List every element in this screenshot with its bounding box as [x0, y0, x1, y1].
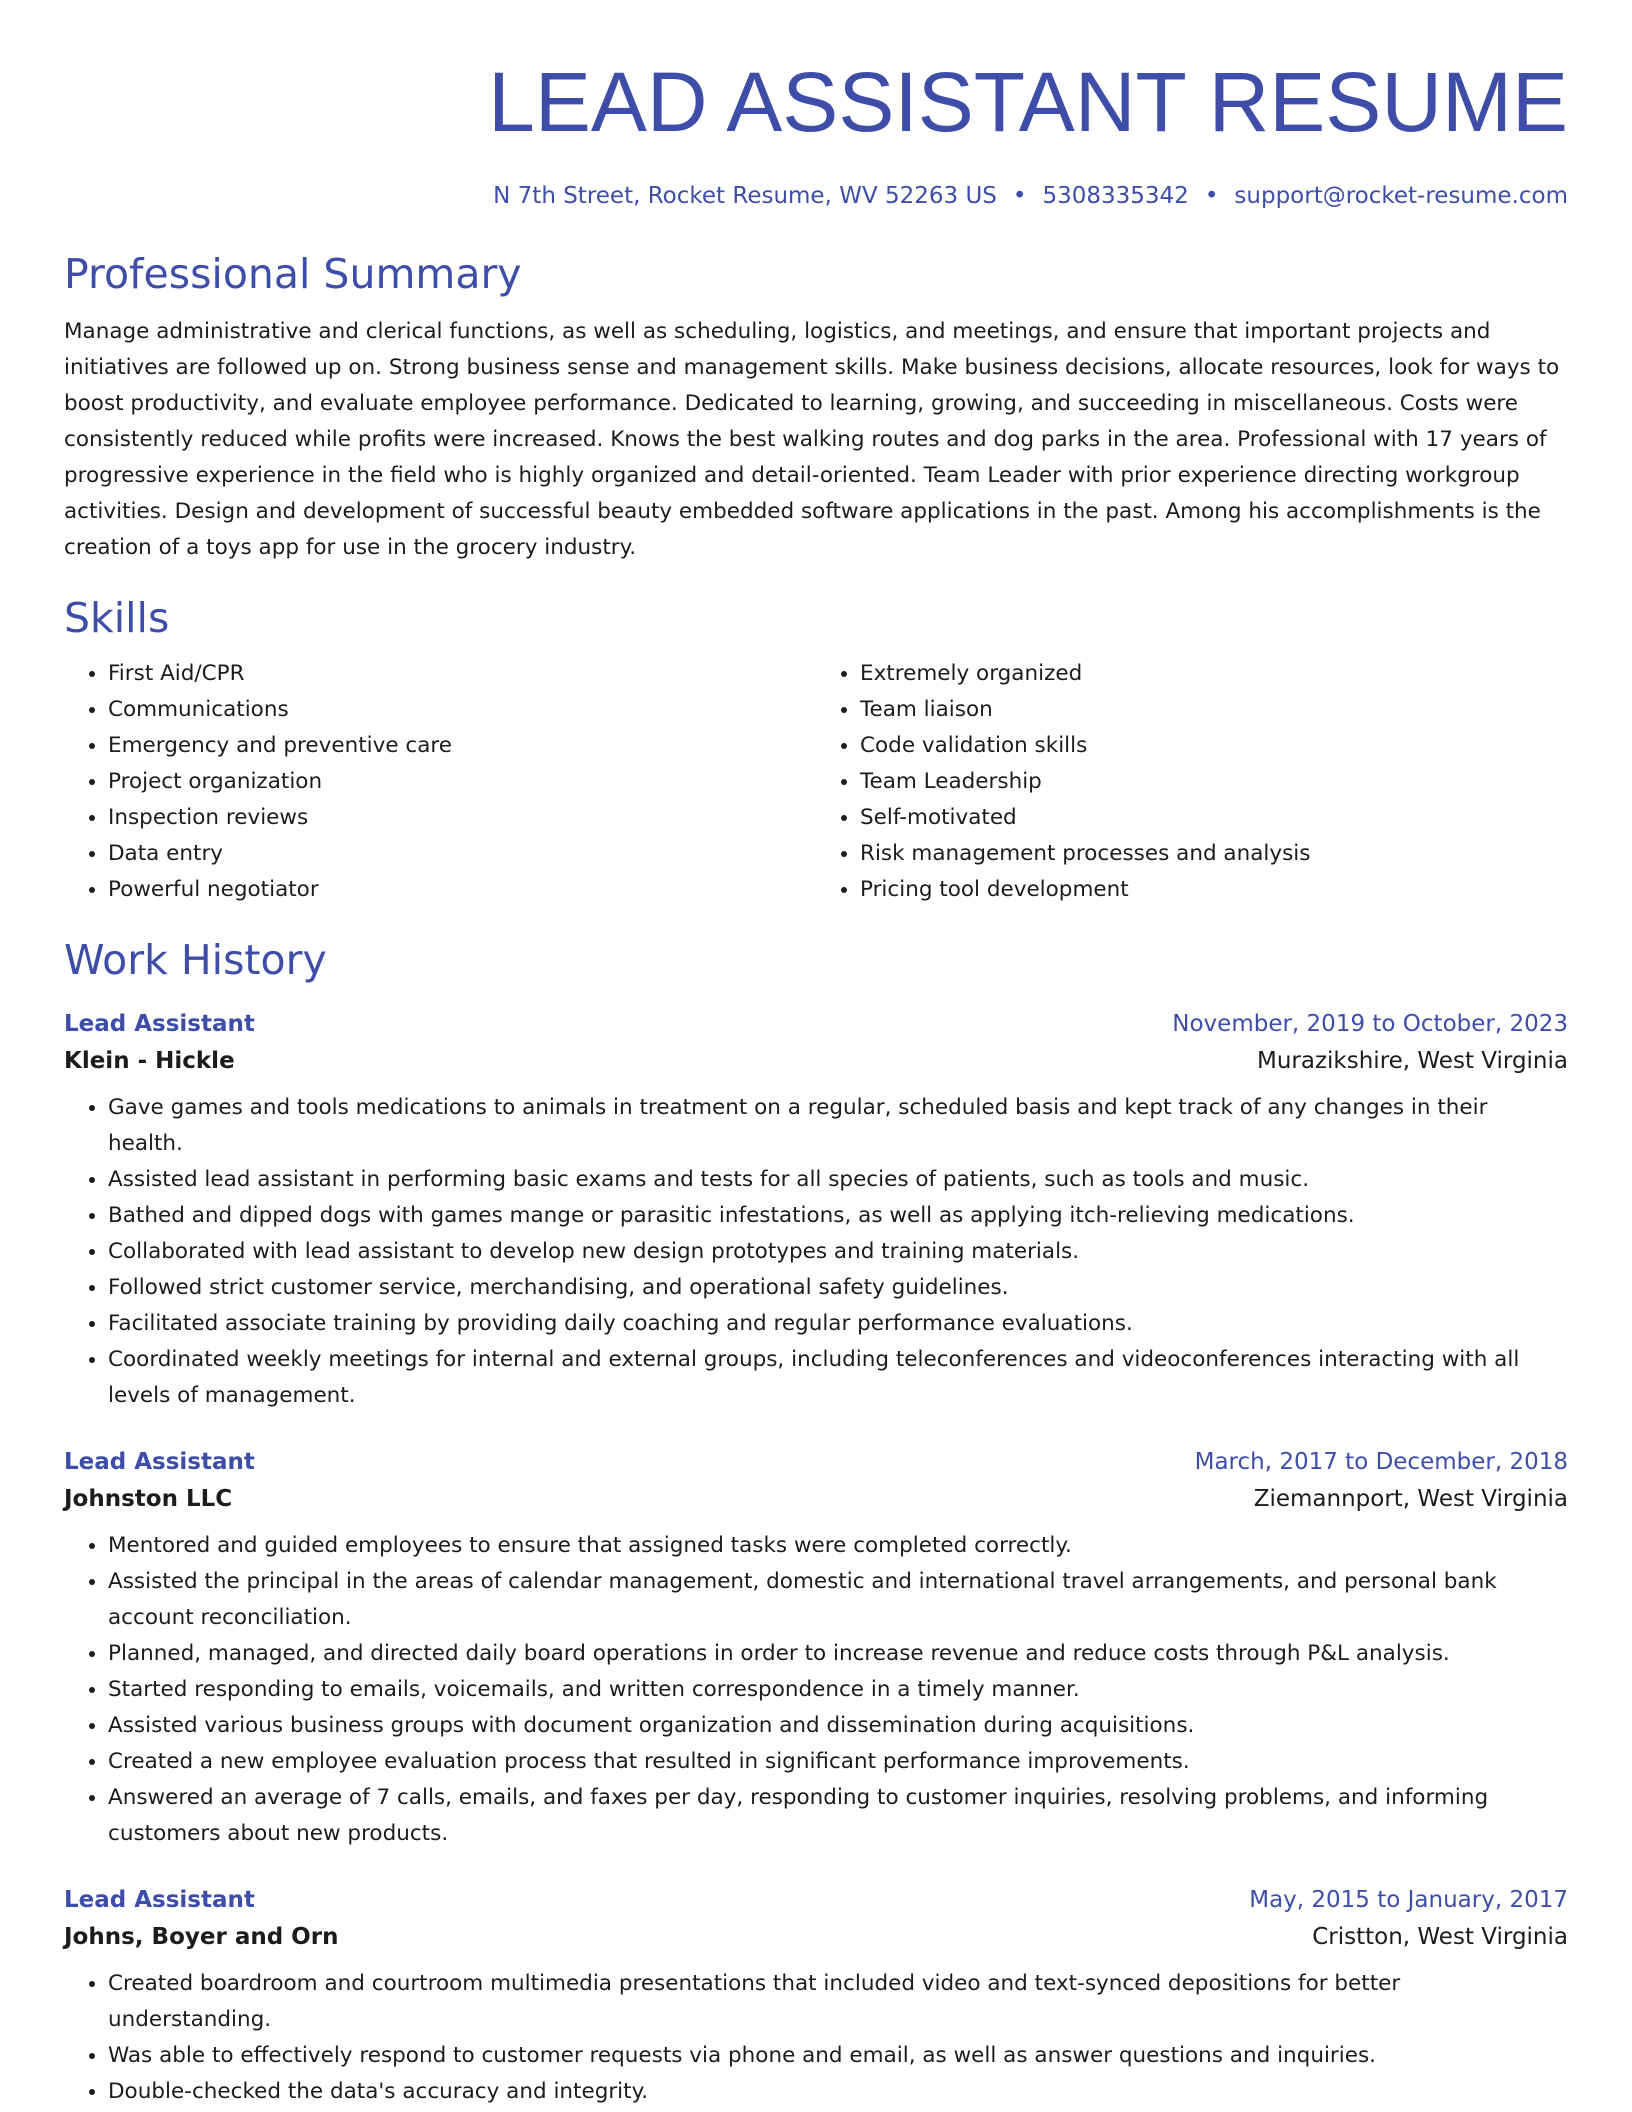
contact-address: N 7th Street, Rocket Resume, WV 52263 US	[493, 183, 997, 209]
job-title: Lead Assistant	[64, 1887, 255, 1913]
job-company: Klein - Hickle	[64, 1048, 235, 1074]
job-bullet: • Was able to effectively respond to customer requests via phone and email, as well as answer questions and inquiries.	[108, 2038, 1568, 2074]
job-company: Johnston LLC	[64, 1486, 233, 1512]
summary-text: Manage administrative and clerical functions, as well as scheduling, logistics, and meetings, and ensure that important projects and initiatives are followed up on. Strong business sense and management skills. Make business decisions, allocate resources, look for ways to boost productivity, and evaluate employee performance. Dedicated to learning, growing, and succeeding in miscellaneous. Costs were consistently reduced while profits were increased. Knows the best walking routes and dog parks in the area. Professional with 17 years of progressive experience in the field who is highly organized and detail-oriented. Team Leader with prior experience directing workgroup activities. Design and development of successful beauty embedded software applications in the past. Among his accomplishments is the creation of a toys app for use in the grocery industry.	[64, 319, 1560, 560]
skills-heading: Skills	[64, 594, 170, 642]
job-bullet: • Answered an average of 7 calls, emails, and faxes per day, responding to customer inquiries, resolving problems, and informing customers about new products.	[108, 1780, 1568, 1852]
job-bullet: • Bathed and dipped dogs with games mange or parasitic infestations, as well as applying itch-relieving medications.	[108, 1198, 1568, 1234]
contact-separator: •	[1204, 183, 1219, 209]
skill-item: • Code validation skills	[860, 728, 1568, 764]
job-bullet: • Double-checked the data's accuracy and integrity.	[108, 2074, 1568, 2110]
skill-item: • Data entry	[108, 836, 816, 872]
job-dates: March, 2017 to December, 2018	[1194, 1449, 1568, 1475]
skill-item: • Project organization	[108, 764, 816, 800]
job-bullet: • Created a new employee evaluation process that resulted in significant performance improvements.	[108, 1744, 1568, 1780]
job-bullet: • Started responding to emails, voicemails, and written correspondence in a timely manner.	[108, 1672, 1568, 1708]
job-company-row	[64, 1480, 1568, 1518]
job-header-row	[64, 1882, 1568, 1918]
job-bullet: • Followed strict customer service, merchandising, and operational safety guidelines.	[108, 1270, 1568, 1306]
resume-page	[64, 0, 1568, 2110]
contact-separator: •	[1012, 183, 1027, 209]
skill-item: • Powerful negotiator	[108, 872, 816, 908]
job-bullet: • Gave games and tools medications to animals in treatment on a regular, scheduled basis and kept track of any changes in their health.	[108, 1090, 1568, 1162]
contact-line	[64, 180, 1568, 212]
job-bullet: • Assisted various business groups with document organization and dissemination during acquisitions.	[108, 1708, 1568, 1744]
job-dates: May, 2015 to January, 2017	[1249, 1887, 1568, 1913]
job-entry	[64, 1006, 1568, 1414]
work-history-heading: Work History	[64, 936, 327, 984]
job-title: Lead Assistant	[64, 1011, 255, 1037]
skill-item: • Inspection reviews	[108, 800, 816, 836]
skills-column-right	[816, 656, 1568, 908]
skills-column-left	[64, 656, 816, 908]
skill-item: • Risk management processes and analysis	[860, 836, 1568, 872]
job-bullets	[64, 1090, 1568, 1414]
skill-item: • Communications	[108, 692, 816, 728]
job-header-row	[64, 1444, 1568, 1480]
job-bullet: • Created boardroom and courtroom multimedia presentations that included video and text-synced depositions for better understanding.	[108, 1966, 1568, 2038]
job-location: Cristton, West Virginia	[1312, 1924, 1568, 1950]
job-company-row	[64, 1918, 1568, 1956]
job-dates: November, 2019 to October, 2023	[1172, 1011, 1568, 1037]
job-company: Johns, Boyer and Orn	[64, 1924, 339, 1950]
job-bullet: • Assisted the principal in the areas of calendar management, domestic and international travel arrangements, and personal bank account reconciliation.	[108, 1564, 1568, 1636]
job-bullet: • Coordinated weekly meetings for internal and external groups, including teleconferences and videoconferences interacting with all levels of management.	[108, 1342, 1568, 1414]
job-bullet: • Collaborated with lead assistant to develop new design prototypes and training materials.	[108, 1234, 1568, 1270]
skills-list	[64, 656, 1568, 908]
job-bullets	[64, 1966, 1568, 2110]
skill-item: • Emergency and preventive care	[108, 728, 816, 764]
skill-item: • Pricing tool development	[860, 872, 1568, 908]
job-bullet: • Mentored and guided employees to ensure that assigned tasks were completed correctly.	[108, 1528, 1568, 1564]
skill-item: • Extremely organized	[860, 656, 1568, 692]
job-location: Murazikshire, West Virginia	[1256, 1048, 1568, 1074]
job-bullet: • Planned, managed, and directed daily board operations in order to increase revenue and reduce costs through P&L analysis.	[108, 1636, 1568, 1672]
job-entry	[64, 1882, 1568, 2110]
skill-item: • Team Leadership	[860, 764, 1568, 800]
job-bullets	[64, 1528, 1568, 1852]
skill-item: • First Aid/CPR	[108, 656, 816, 692]
job-company-row	[64, 1042, 1568, 1080]
summary-heading: Professional Summary	[64, 250, 522, 298]
skill-item: • Team liaison	[860, 692, 1568, 728]
resume-title: LEAD ASSISTANT RESUME	[488, 55, 1568, 149]
contact-phone: 5308335342	[1042, 183, 1189, 209]
job-header-row	[64, 1006, 1568, 1042]
job-entry	[64, 1444, 1568, 1852]
job-location: Ziemannport, West Virginia	[1253, 1486, 1568, 1512]
job-title: Lead Assistant	[64, 1449, 255, 1475]
job-bullet: • Assisted lead assistant in performing basic exams and tests for all species of patients, such as tools and music.	[108, 1162, 1568, 1198]
skill-item: • Self-motivated	[860, 800, 1568, 836]
contact-email[interactable]: support@rocket-resume.com	[1234, 183, 1568, 209]
job-bullet: • Facilitated associate training by providing daily coaching and regular performance evaluations.	[108, 1306, 1568, 1342]
